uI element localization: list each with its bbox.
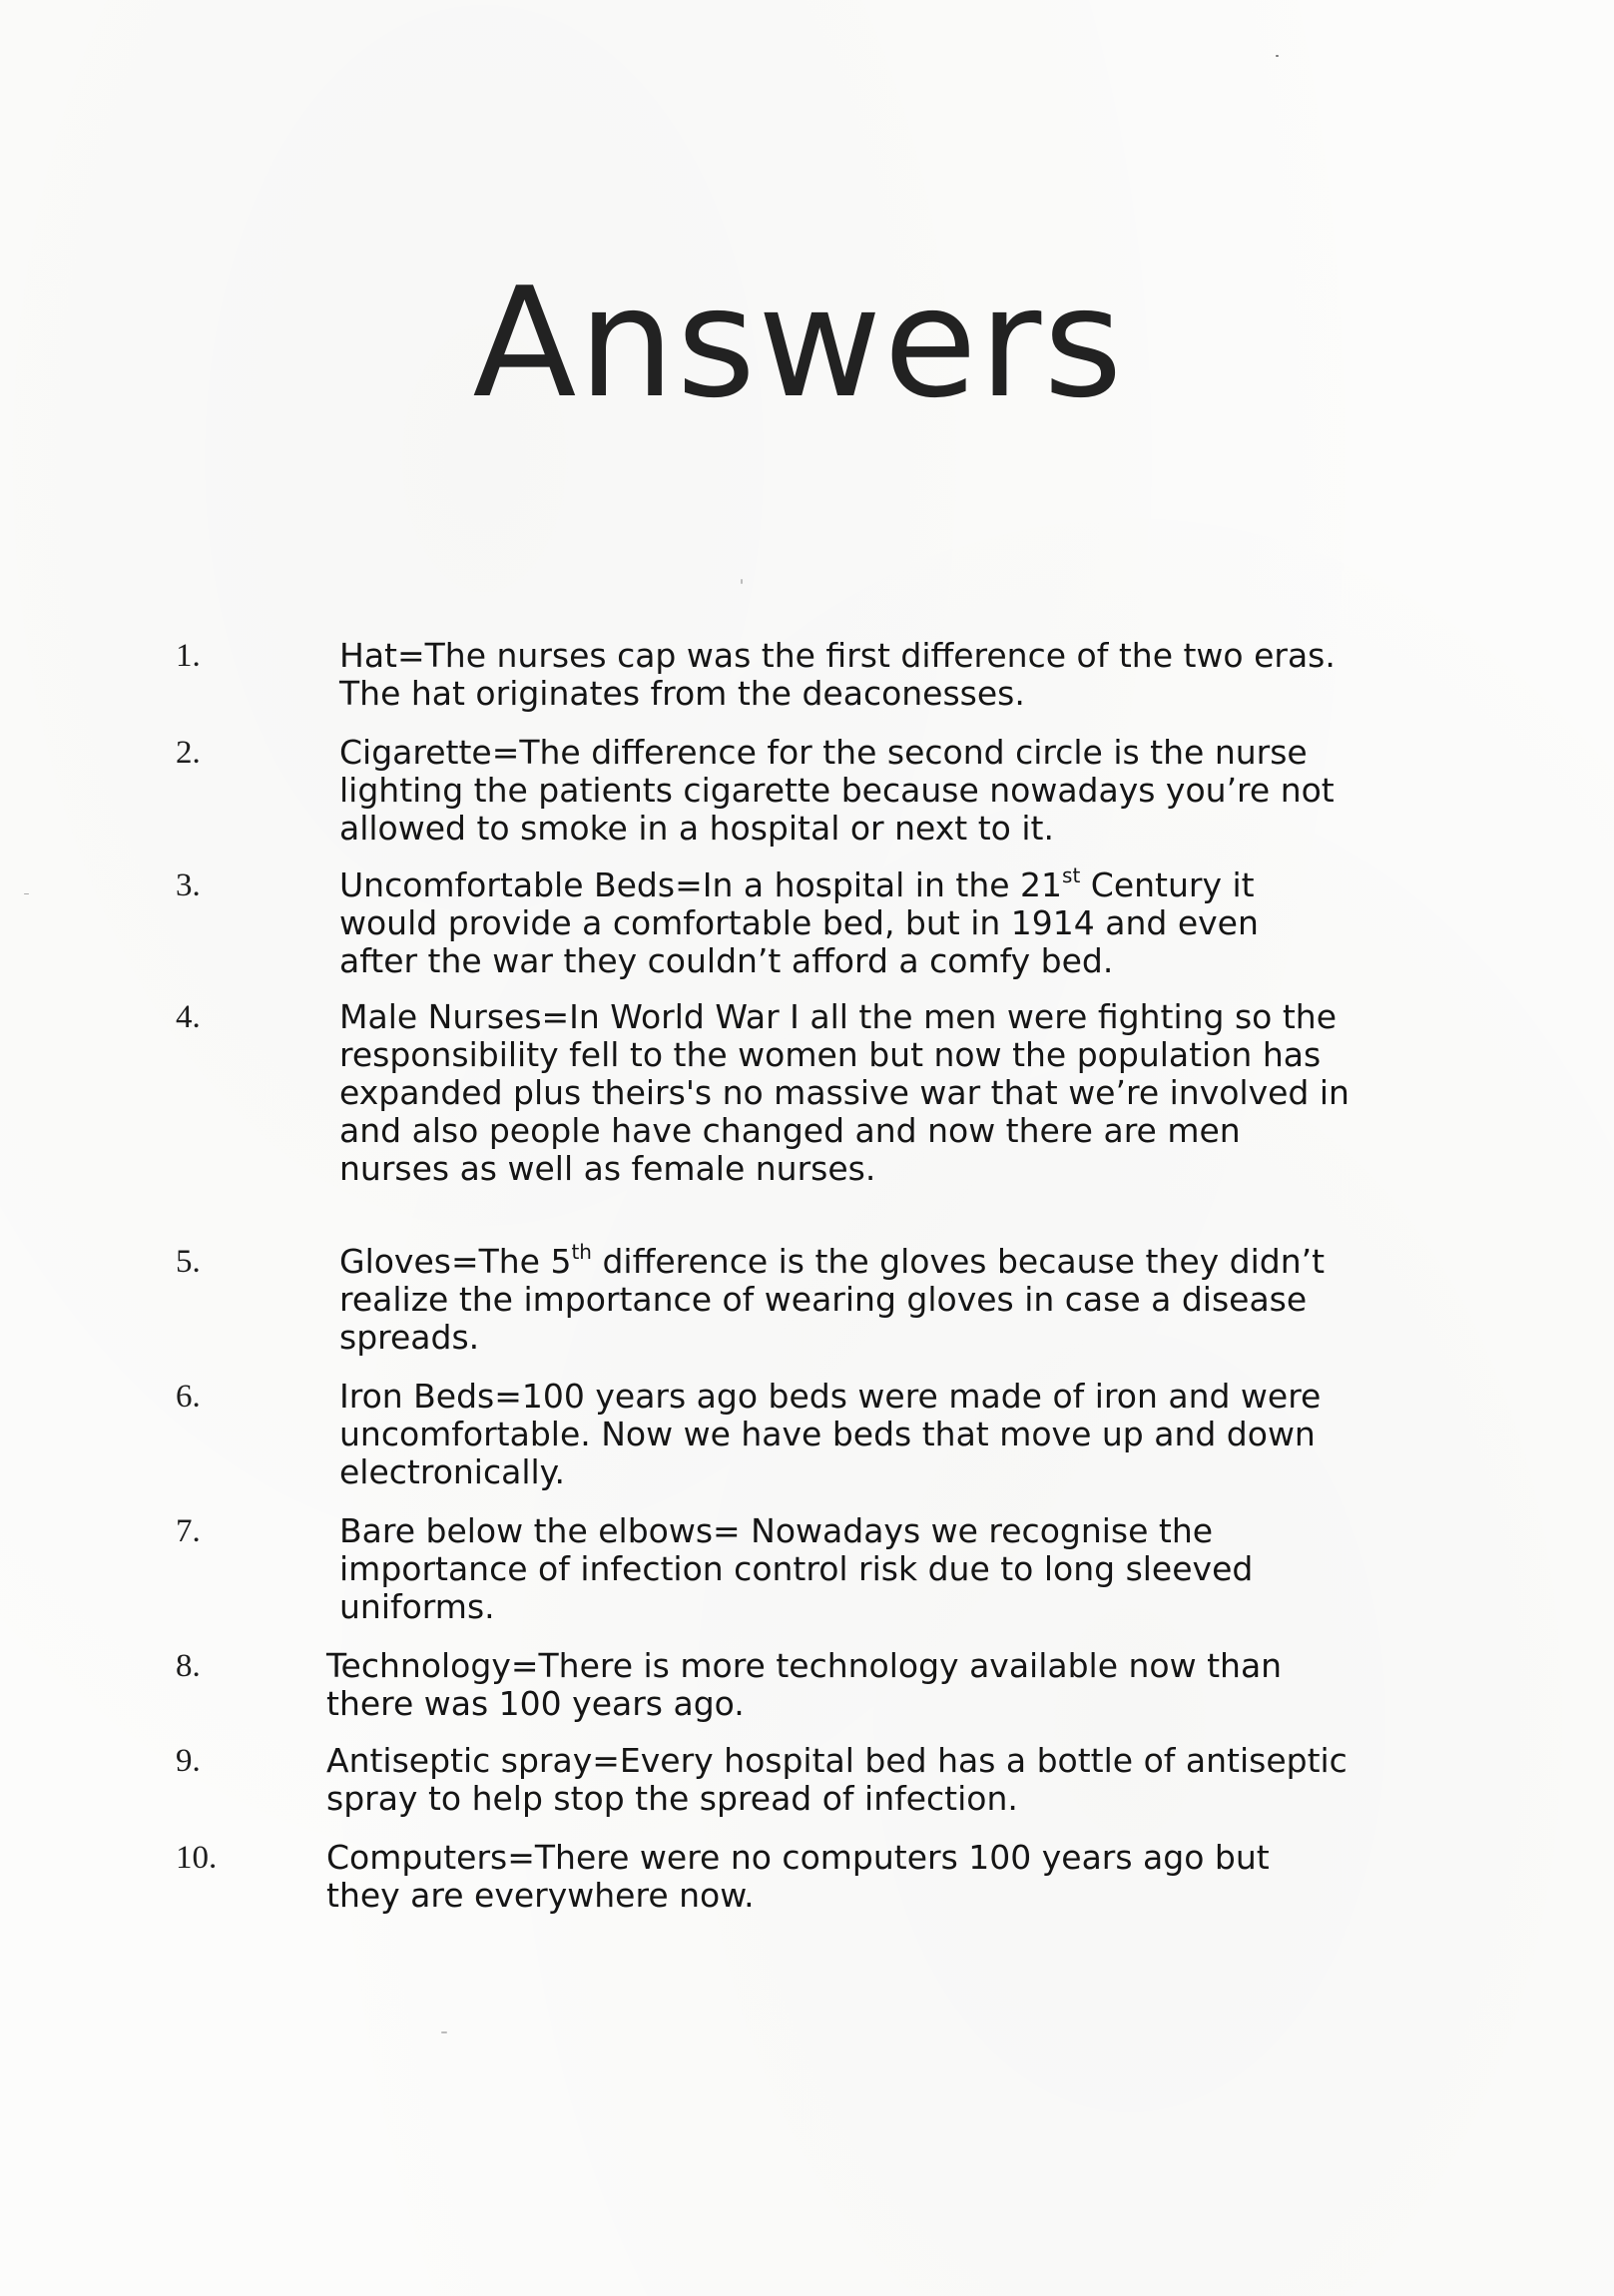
answer-number: 7. — [176, 1513, 201, 1549]
ordinal-suffix: th — [571, 1240, 592, 1264]
answer-text: Gloves=The 5th difference is the gloves because they didn’t realize the importance of wearing gloves in case a disease spreads. — [339, 1240, 1326, 1357]
answer-number: 1. — [176, 638, 201, 674]
answer-text: Cigarette=The difference for the second circle is the nurse lighting the patients cigarette because nowadays you’re not allowed to smoke in a hospital or next to it. — [339, 733, 1335, 848]
answer-text: Technology=There is more technology available now than there was 100 years ago. — [326, 1646, 1283, 1723]
answer-text: Computers=There were no computers 100 years ago but they are everywhere now. — [326, 1838, 1270, 1915]
scan-speck — [1276, 55, 1279, 57]
answer-number: 10. — [176, 1840, 218, 1876]
answer-number: 4. — [176, 999, 201, 1035]
scan-speck — [441, 2031, 447, 2033]
answer-text: Iron Beds=100 years ago beds were made of iron and were uncomfortable. Now we have beds that move up and down electronically. — [339, 1377, 1322, 1491]
scan-speck — [24, 893, 29, 894]
ordinal-suffix: st — [1062, 863, 1081, 887]
answer-text: Antiseptic spray=Every hospital bed has a bottle of antiseptic spray to help stop the spread of infection. — [326, 1741, 1347, 1818]
answer-number: 2. — [176, 735, 201, 771]
scan-speck — [741, 579, 743, 584]
answer-number: 5. — [176, 1244, 201, 1280]
page-title: Answers — [472, 255, 1125, 431]
answer-number: 8. — [176, 1648, 201, 1684]
answer-number: 3. — [176, 867, 201, 903]
answer-text: Bare below the elbows= Nowadays we recognise the importance of infection control risk due to long sleeved uniforms. — [339, 1511, 1254, 1626]
answer-number: 9. — [176, 1743, 201, 1779]
answer-text: Male Nurses=In World War I all the men were fighting so the responsibility fell to the women but now the population has expanded plus theirs's no massive war that we’re involved in and also people have changed and now there are men nurses as well as female nurses. — [339, 997, 1349, 1188]
answer-text: Uncomfortable Beds=In a hospital in the 21st Century it would provide a comfortable bed, but in 1914 and even after the war they couldn’t afford a comfy bed. — [339, 863, 1259, 980]
answer-text: Hat=The nurses cap was the first difference of the two eras. The hat originates from the deaconesses. — [339, 636, 1336, 713]
answer-number: 6. — [176, 1379, 201, 1415]
